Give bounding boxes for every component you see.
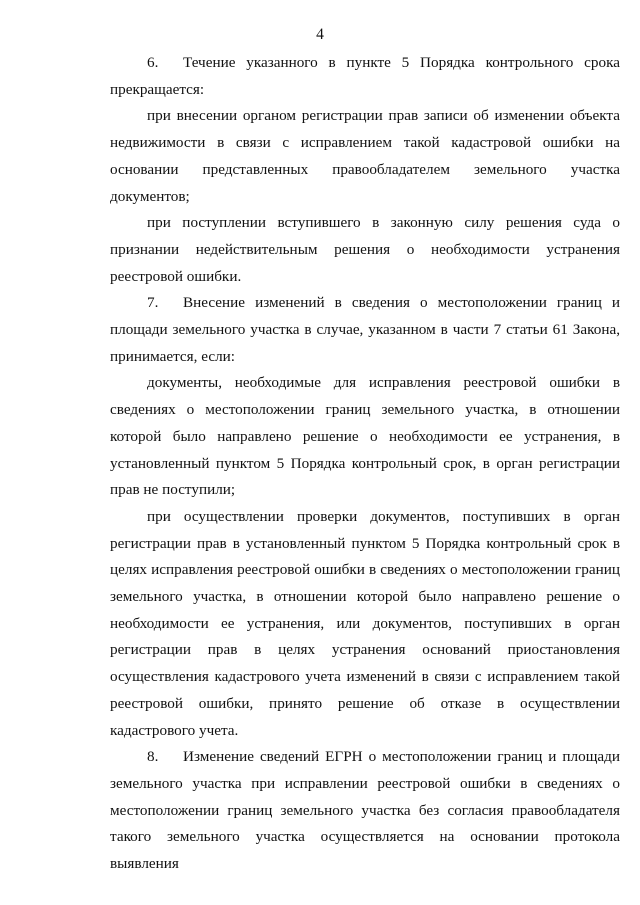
paragraph-text: Внесение изменений в сведения о местоположении границ и площади земельного участка в случае, указанном в части 7 статьи 61 Закона, принимается, если: [110,294,620,365]
paragraph-text: Течение указанного в пункте 5 Порядка контрольного срока прекращается: [110,54,620,98]
paragraph-subitem: при внесении органом регистрации прав записи об изменении объекта недвижимости в связи с исправлением такой кадастровой ошибки на основании представленных правообладателем земельного участка документов; [110,107,620,205]
paragraph-item-7 [110,290,620,370]
paragraph-text: Изменение сведений ЕГРН о местоположении границ и площади земельного участка при исправлении реестровой ошибки в сведениях о местоположении границ земельного участка без согласия правообладателя такого земельного участка осуществляется на основании протокола выявления [110,748,620,873]
document-body [110,50,620,878]
paragraph-item-6 [110,50,620,103]
paragraph-subitem: документы, необходимые для исправления реестровой ошибки в сведениях о местоположении границ земельного участка, в отношении которой было направлено решение о необходимости ее устранения, в установленный пунктом 5 Порядка контрольный срок, в орган регистрации прав не поступили; [110,374,620,499]
paragraph-subitem: при осуществлении проверки документов, поступивших в орган регистрации прав в установленный пунктом 5 Порядка контрольный срок в целях исправления реестровой ошибки в сведениях о местоположении границ земельного участка, в отношении которой было направлено решение о необходимости ее устранения, или документов, поступивших в орган регистрации прав в целях устранения оснований приостановления осуществления кадастрового учета изменений в связи с исправлением такой реестровой ошибки, принято решение об отказе в осуществлении кадастрового учета. [110,507,620,739]
page-number: 4 [316,26,324,43]
item-number: 7. [147,294,159,312]
item-number: 6. [147,54,159,71]
item-number: 8. [147,748,159,766]
paragraph-item-8 [110,744,620,878]
paragraph-subitem: при поступлении вступившего в законную силу решения суда о признании недействительным решения о необходимости устранения реестровой ошибки. [110,214,620,285]
